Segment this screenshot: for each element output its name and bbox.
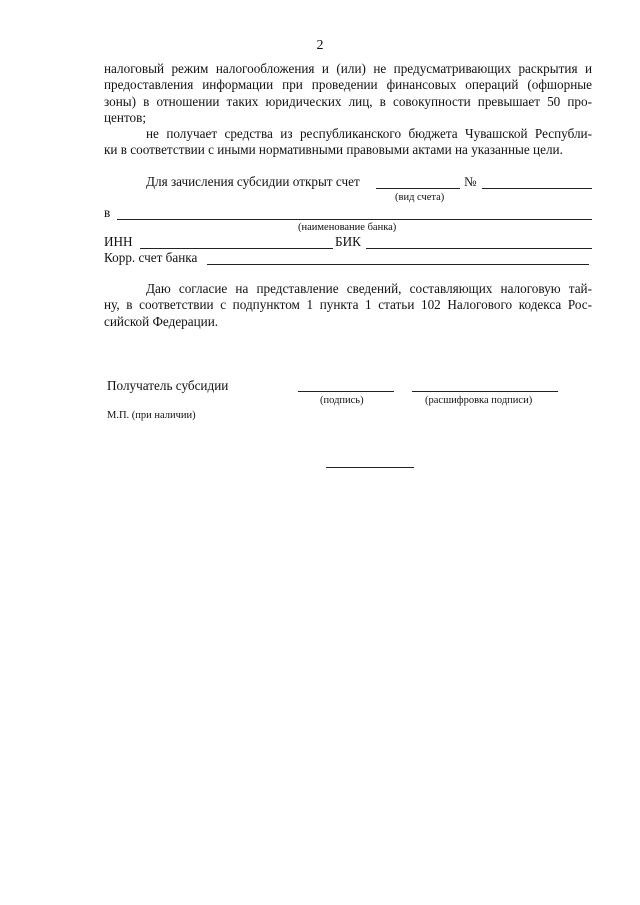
paragraph-budget bbox=[104, 126, 592, 159]
signature-decoding-field bbox=[412, 391, 558, 392]
signature-caption: (подпись) bbox=[320, 395, 364, 406]
end-divider bbox=[326, 467, 414, 468]
number-sign: № bbox=[464, 174, 477, 189]
bank-name-caption: (наименование банка) bbox=[298, 222, 397, 233]
account-number-field bbox=[482, 188, 592, 189]
inn-label: ИНН bbox=[104, 234, 133, 249]
stamp-label: М.П. (при наличии) bbox=[107, 410, 196, 421]
page-number: 2 bbox=[316, 38, 324, 53]
paragraph-line: сийской Федерации. bbox=[104, 313, 219, 329]
account-type-caption: (вид счета) bbox=[395, 192, 445, 203]
account-label: Для зачисления субсидии открыт счет bbox=[146, 174, 360, 189]
bik-field bbox=[366, 248, 592, 249]
paragraph-line: центов; bbox=[104, 110, 147, 126]
paragraph-line: ки в соответствии с иными нормативными правовыми актами на указанные цели. bbox=[104, 142, 563, 158]
account-type-field bbox=[376, 188, 460, 189]
signature-field bbox=[298, 391, 394, 392]
bank-in-prefix: в bbox=[104, 205, 111, 220]
recipient-label: Получатель субсидии bbox=[107, 378, 229, 393]
paragraph-line: налоговый режим налогообложения и (или) не предусматривающих раскрытия и bbox=[104, 61, 592, 76]
corr-account-field bbox=[207, 264, 589, 265]
paragraph-line: зоны) в отношении таких юридических лиц, в совокупности превышает 50 про- bbox=[104, 93, 592, 109]
corr-account-label: Корр. счет банка bbox=[104, 250, 198, 265]
signature-decoding-caption: (расшифровка подписи) bbox=[425, 395, 533, 406]
paragraph-line: не получает средства из республиканского бюджета Чувашской Республи- bbox=[146, 126, 592, 141]
paragraph-line: Даю согласие на представление сведений, составляющих налоговую тай- bbox=[146, 281, 592, 296]
paragraph-line: ну, в соответствии с подпунктом 1 пункта 1 статьи 102 Налогового кодекса Рос- bbox=[104, 297, 592, 313]
paragraph-consent bbox=[104, 281, 592, 330]
paragraph-line: предоставления информации при проведении финансовых операций (офшорные bbox=[104, 77, 592, 93]
bank-name-field bbox=[117, 219, 592, 220]
paragraph-offshore bbox=[104, 61, 592, 127]
bik-label: БИК bbox=[335, 234, 361, 249]
inn-field bbox=[140, 248, 333, 249]
